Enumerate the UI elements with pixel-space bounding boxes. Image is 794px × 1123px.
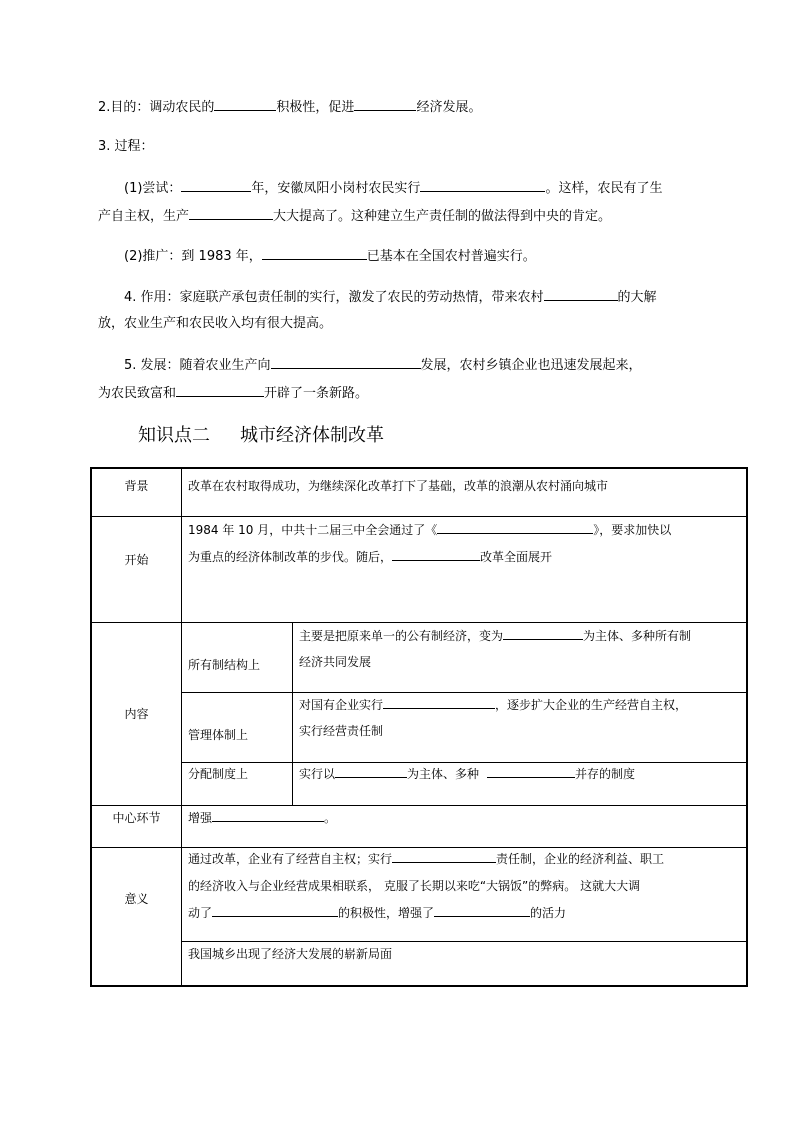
center-line xyxy=(188,805,743,831)
section-heading xyxy=(138,424,384,448)
purpose-line xyxy=(98,96,481,118)
blank-year[interactable] xyxy=(181,177,251,192)
try2-text-a: 产自主权，生产 xyxy=(98,209,190,224)
dev2-text-a: 为农民致富和 xyxy=(98,386,177,401)
dev-text-b: 发展，农村乡镇企业也迅速发展起来， xyxy=(420,358,642,373)
meaning-text-e: 的积极性，增强了 xyxy=(338,906,435,920)
blank-development-direction[interactable] xyxy=(271,354,421,369)
center-text-b: 。 xyxy=(324,811,337,825)
mgmt-text-b: ，逐步扩大企业的生产经营自主权， xyxy=(495,698,688,712)
mgmt-text-c: 实行经营责任制 xyxy=(299,724,384,738)
start-text-a: 1984 年 10 月，中共十二届三中全会通过了《 xyxy=(188,523,438,537)
purpose-text-c: 经济发展。 xyxy=(416,100,482,115)
start-text-d: 改革全面展开 xyxy=(480,550,553,564)
effect2-text: 放，农业生产和农民收入均有很大提高。 xyxy=(98,316,333,331)
ownership-label: 所有制结构上 xyxy=(188,658,261,672)
blank-dist-main[interactable] xyxy=(335,765,407,778)
purpose-text-b: 积极性，促进 xyxy=(276,100,355,115)
dist-label: 分配制度上 xyxy=(188,767,249,781)
mgmt-label: 管理体制上 xyxy=(188,728,249,742)
mgmt-text-a: 对国有企业实行 xyxy=(299,698,384,712)
meaning-label: 意义 xyxy=(124,892,149,906)
dev-line xyxy=(124,354,642,376)
blank-farmer-enthusiasm[interactable] xyxy=(214,96,276,111)
center-text-a: 增强 xyxy=(188,811,213,825)
blank-mgmt-policy[interactable] xyxy=(383,696,495,709)
center-label: 中心环节 xyxy=(112,811,161,825)
process-label xyxy=(98,137,154,157)
ownership-text-a: 主要是把原来单一的公有制经济，变为 xyxy=(299,629,504,643)
blank-dist-other[interactable] xyxy=(487,765,575,778)
dist-text-a: 实行以 xyxy=(299,767,336,781)
promote-text-b: 已基本在全国农村普遍实行。 xyxy=(366,249,536,264)
effect-text-a: 4. 作用：家庭联产承包责任制的实行，激发了农民的劳动热情，带来农村 xyxy=(124,290,544,305)
purpose-number: 2. xyxy=(98,100,111,115)
blank-rural-productivity[interactable] xyxy=(544,286,618,301)
dev-line-2 xyxy=(98,382,368,404)
blank-responsibility-system[interactable] xyxy=(392,850,496,863)
start-text-c: 为重点的经济体制改革的步伐。随后， xyxy=(188,550,393,564)
heading-part1: 知识点二 xyxy=(138,425,210,446)
purpose-text-a: 目的：调动农民的 xyxy=(110,100,215,115)
heading-part2: 城市经济体制改革 xyxy=(240,425,384,446)
meaning-line-3 xyxy=(188,900,743,926)
meaning-text-d: 动了 xyxy=(188,906,213,920)
blank-path-for[interactable] xyxy=(176,382,264,397)
effect-line xyxy=(124,286,657,308)
promote-line xyxy=(124,245,536,267)
blank-economy-type[interactable] xyxy=(354,96,416,111)
dist-text-b: 为主体、多种 xyxy=(407,767,480,781)
try-text-a: (1)尝试： xyxy=(124,181,182,196)
mgmt-line-1 xyxy=(299,692,744,718)
ownership-text-b: 为主体、多种所有制 xyxy=(583,629,692,643)
try-text-c: 。这样，农民有了生 xyxy=(545,181,663,196)
meaning-text-a: 通过改革，企业有了经营自主权；实行 xyxy=(188,852,393,866)
try2-text-b: 大大提高了。这种建立生产责任制的做法得到中央的肯定。 xyxy=(273,209,612,224)
background-text: 改革在农村取得成功，为继续深化改革打下了基础，改革的浪潮从农村涌向城市 xyxy=(188,479,609,493)
meaning-text-g: 我国城乡出现了经济大发展的崭新局面 xyxy=(188,947,393,961)
try-line-2 xyxy=(98,205,611,227)
blank-production[interactable] xyxy=(189,205,273,220)
effect-line-2 xyxy=(98,314,332,334)
blank-system-implemented[interactable] xyxy=(420,177,545,192)
try-text-b: 年，安徽凤阳小岗村农民实行 xyxy=(251,181,421,196)
start-line-1 xyxy=(188,517,743,543)
process-label-text: 3. 过程： xyxy=(98,139,154,154)
dev-text-a: 5. 发展：随着农业生产向 xyxy=(124,358,271,373)
meaning-line-1 xyxy=(188,846,743,872)
effect-text-b: 的大解 xyxy=(617,290,657,305)
meaning-text-c: 的经济收入与企业经营成果相联系， 克服了长期以来吃“大锅饭”的弊病。 这就大大调 xyxy=(188,879,641,893)
try-line xyxy=(124,177,662,199)
ownership-line-1 xyxy=(299,623,744,649)
start-label: 开始 xyxy=(124,553,149,567)
dist-line xyxy=(299,761,744,787)
background-label: 背景 xyxy=(124,479,149,493)
promote-text-a: (2)推广：到 1983 年， xyxy=(124,249,262,264)
blank-decision-title[interactable] xyxy=(437,521,593,534)
blank-enthusiasm-of[interactable] xyxy=(212,904,338,917)
start-text-b: 》，要求加快以 xyxy=(593,523,672,537)
dist-text-c: 并存的制度 xyxy=(575,767,636,781)
start-line-2 xyxy=(188,544,743,570)
blank-promoted-system[interactable] xyxy=(262,245,367,260)
dev2-text-b: 开辟了一条新路。 xyxy=(264,386,369,401)
blank-vitality-of[interactable] xyxy=(434,904,530,917)
reform-table xyxy=(90,467,748,987)
ownership-text-c: 经济共同发展 xyxy=(299,655,372,669)
blank-center-link[interactable] xyxy=(212,809,324,822)
blank-reform-area[interactable] xyxy=(392,548,480,561)
meaning-text-b: 责任制，企业的经济利益、职工 xyxy=(496,852,665,866)
meaning-text-f: 的活力 xyxy=(530,906,567,920)
blank-ownership-main[interactable] xyxy=(503,627,583,640)
content-label: 内容 xyxy=(124,707,149,721)
